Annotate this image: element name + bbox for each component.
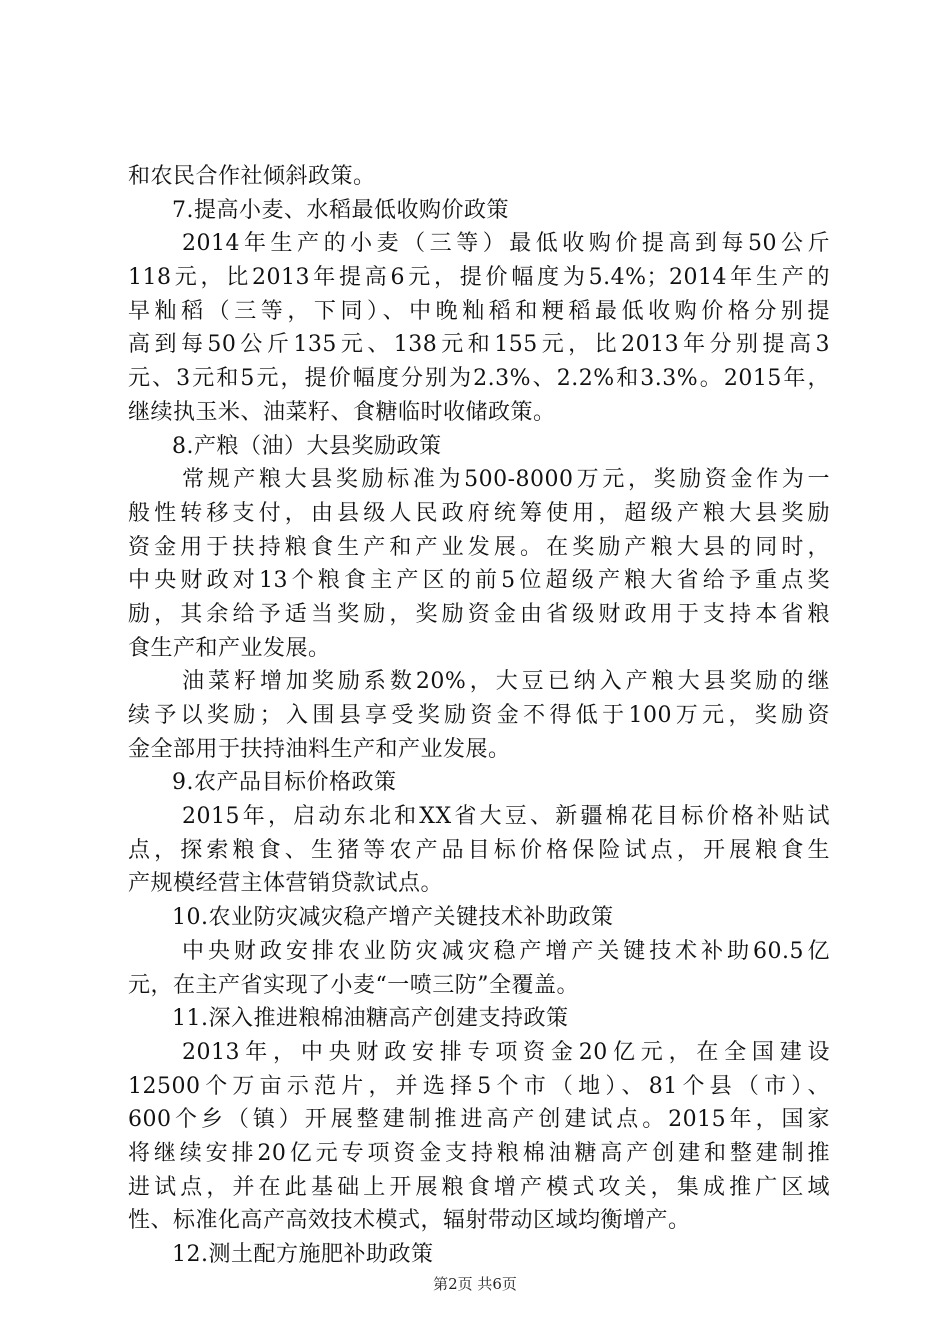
body-text-line: 续予以奖励；入围县享受奖励资金不得低于100万元，奖励资 <box>128 703 830 728</box>
paragraph-first-line: 2014年生产的小麦（三等）最低收购价提高到每50公斤 <box>182 231 830 257</box>
body-text-line: 资金用于扶持粮食生产和产业发展。在奖励产粮大县的同时， <box>128 534 830 560</box>
paragraph-last-line: 食生产和产业发展。 <box>128 635 331 661</box>
body-text-line: 进试点，并在此基础上开展粮食增产模式攻关，集成推广区域 <box>128 1174 830 1200</box>
section-heading: 11.深入推进粮棉油糖高产创建支持政策 <box>172 1006 569 1032</box>
paragraph-first-line: 2013年，中央财政安排专项资金20亿元，在全国建设 <box>182 1039 830 1065</box>
paragraph-first-line: 2015年，启动东北和XX省大豆、新疆棉花目标价格补贴试 <box>182 804 830 830</box>
body-text-line: 118元，比2013年提高6元，提价幅度为5.4%；2014年生产的 <box>128 265 830 291</box>
section-heading: 7.提高小麦、水稻最低收购价政策 <box>172 197 509 223</box>
paragraph-last-line: 和农民合作社倾斜政策。 <box>128 164 376 189</box>
body-text-line: 元、3元和5元，提价幅度分别为2.3%、2.2%和3.3%。2015年， <box>128 366 830 392</box>
body-text-line: 600个乡（镇）开展整建制推进高产创建试点。2015年，国家 <box>128 1107 830 1133</box>
page-footer: 第2页 共6页 <box>433 1275 517 1293</box>
body-text-line: 12500个万亩示范片，并选择5个市（地）、81个县（市）、 <box>128 1073 830 1099</box>
body-text-line: 般性转移支付，由县级人民政府统筹使用，超级产粮大县奖励 <box>128 500 830 526</box>
section-heading: 12.测土配方施肥补助政策 <box>172 1242 434 1267</box>
paragraph-last-line: 金全部用于扶持油料生产和产业发展。 <box>128 736 511 762</box>
body-text-line: 早籼稻（三等，下同）、中晚籼稻和粳稻最低收购价格分别提 <box>128 298 830 324</box>
section-heading: 8.产粮（油）大县奖励政策 <box>172 433 442 459</box>
paragraph-last-line: 性、标准化高产高效技术模式，辐射带动区域均衡增产。 <box>128 1208 691 1234</box>
paragraph-first-line: 油菜籽增加奖励系数20%，大豆已纳入产粮大县奖励的继 <box>182 669 830 695</box>
body-text-line: 点，探索粮食、生猪等农产品目标价格保险试点，开展粮食生 <box>128 837 830 863</box>
body-text-line: 高到每50公斤135元、138元和155元，比2013年分别提高3 <box>128 332 830 358</box>
paragraph-last-line: 产规模经营主体营销贷款试点。 <box>128 871 444 897</box>
body-text-line: 励，其余给予适当奖励，奖励资金由省级财政用于支持本省粮 <box>128 601 830 627</box>
section-heading: 9.农产品目标价格政策 <box>172 770 397 796</box>
paragraph-last-line: 元，在主产省实现了小麦“一喷三防”全覆盖。 <box>128 972 579 998</box>
document-body <box>128 160 830 1272</box>
paragraph-last-line: 继续执玉米、油菜籽、食糖临时收储政策。 <box>128 399 556 425</box>
body-text-line: 将继续安排20亿元专项资金支持粮棉油糖高产创建和整建制推 <box>128 1140 830 1166</box>
body-text-line: 中央财政对13个粮食主产区的前5位超级产粮大省给予重点奖 <box>128 568 830 594</box>
paragraph-first-line: 中央财政安排农业防灾减灾稳产增产关键技术补助60.5亿 <box>182 938 830 964</box>
paragraph-first-line: 常规产粮大县奖励标准为500-8000万元，奖励资金作为一 <box>182 467 830 493</box>
section-heading: 10.农业防灾减灾稳产增产关键技术补助政策 <box>172 905 614 931</box>
